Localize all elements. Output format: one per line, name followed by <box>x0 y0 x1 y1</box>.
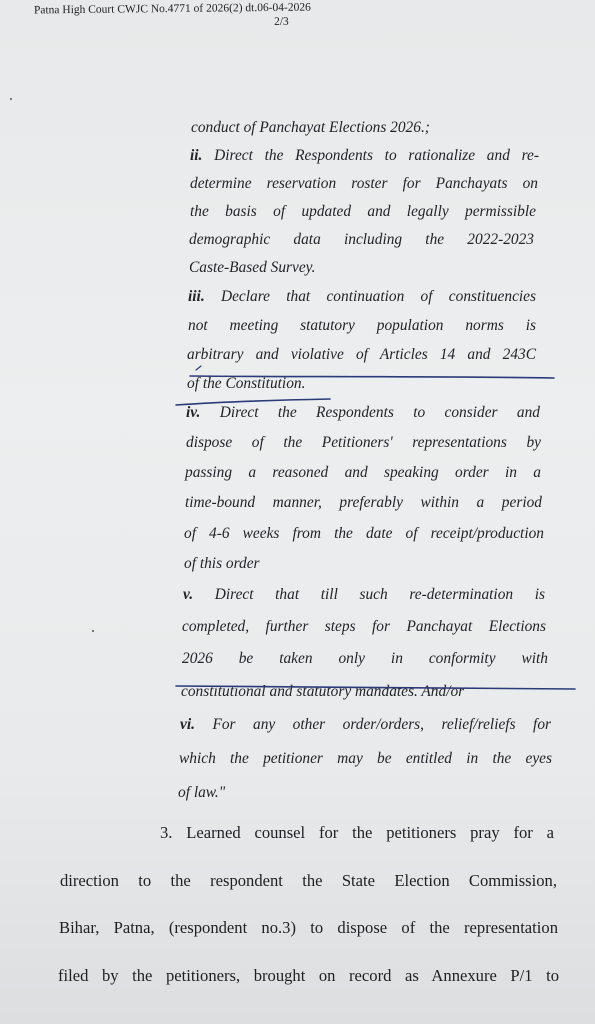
paragraph-line: filed by the petitioners, brought on record as Annexure P/1 to <box>58 966 559 985</box>
prayer-line: determine reservation roster for Panchayats on <box>190 175 538 192</box>
prayer-line: of this order <box>184 555 260 572</box>
prayer-line: which the petitioner may be entitled in the eyes <box>179 750 552 767</box>
prayer-line: passing a reasoned and speaking order in a <box>185 464 541 481</box>
case-citation: Patna High Court CWJC No.4771 of 2026(2) dt.06-04-2026 <box>33 1 311 17</box>
prayer-line: of the Constitution. <box>187 375 306 392</box>
page-number: 2/3 <box>274 15 289 28</box>
prayer-line: conduct of Panchayat Elections 2026.; <box>191 119 430 136</box>
prayer-line: of law." <box>178 784 226 801</box>
prayer-line: completed, further steps for Panchayat Elections <box>182 618 546 635</box>
prayer-line: dispose of the Petitioners' representations by <box>186 434 541 451</box>
prayer-line: iii. Declare that continuation of constituencies <box>188 288 536 305</box>
prayer-line: iv. Direct the Respondents to consider and <box>186 404 540 421</box>
prayer-line: the basis of updated and legally permissible <box>190 203 536 220</box>
paper-speck <box>92 630 94 632</box>
prayer-line: Caste-Based Survey. <box>189 259 316 276</box>
paragraph-line: direction to the respondent the State Election Commission, <box>60 871 557 890</box>
prayer-line: of 4-6 weeks from the date of receipt/production <box>184 525 544 542</box>
clause-marker: ii. <box>190 147 203 164</box>
clause-marker: v. <box>183 586 194 603</box>
clause-marker: iii. <box>188 288 205 305</box>
paragraph-line: Bihar, Patna, (respondent no.3) to dispose of the representation <box>59 918 558 937</box>
prayer-line: arbitrary and violative of Articles 14 and 243C <box>187 346 536 363</box>
paper-speck <box>10 98 12 100</box>
prayer-line: ii. Direct the Respondents to rationalize and re- <box>190 147 539 164</box>
prayer-line: constitutional and statutory mandates. And/or <box>181 683 465 700</box>
prayer-line: 2026 be taken only in conformity with <box>182 650 548 667</box>
prayer-line: time-bound manner, preferably within a period <box>185 494 542 511</box>
clause-marker: vi. <box>180 716 195 733</box>
paragraph-line: 3. Learned counsel for the petitioners pray for a <box>160 823 554 842</box>
clause-marker: iv. <box>186 404 201 421</box>
prayer-line: v. Direct that till such re-determination is <box>183 586 545 603</box>
prayer-line: not meeting statutory population norms is <box>188 317 536 334</box>
prayer-line: demographic data including the 2022-2023 <box>189 231 534 248</box>
prayer-line: vi. For any other order/orders, relief/reliefs for <box>180 716 551 733</box>
